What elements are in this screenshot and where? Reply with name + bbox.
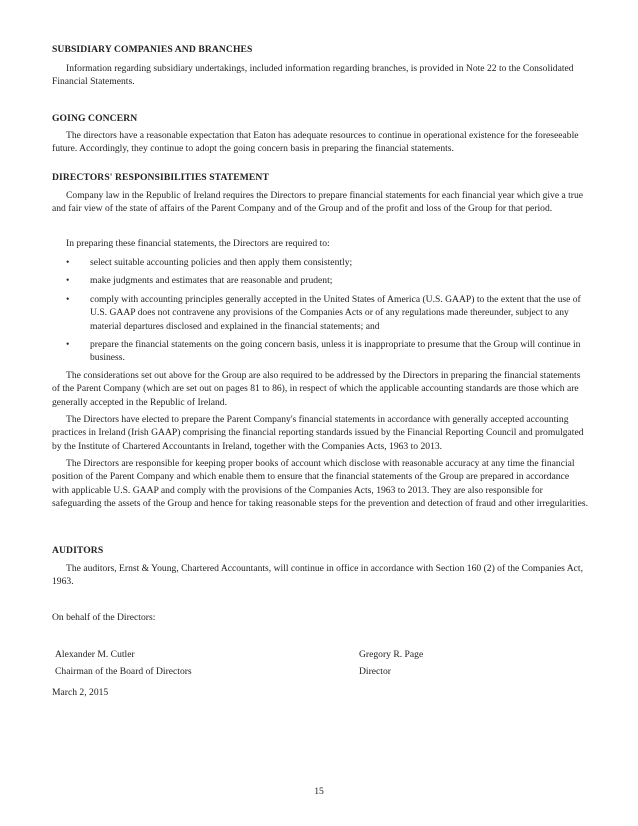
page-number: 15 (314, 786, 324, 797)
responsibilities-paragraph-1: Company law in the Republic of Ireland requires the Directors to prepare financial statements for each financial year which give a true and fair view of the state of affairs of the Parent Company and of the Group and of the profit and loss of the Group for that period. (52, 190, 584, 215)
bullet-text: prepare the financial statements on the going concern basis, unless it is inappropriate to presume that the Group will continue in business. (90, 339, 581, 364)
bullet-icon: • (66, 275, 70, 286)
going-concern-heading: GOING CONCERN (52, 113, 138, 124)
signoff-date: March 2, 2015 (52, 687, 109, 698)
signatory-left-title: Chairman of the Board of Directors (55, 666, 192, 677)
signoff-behalf: On behalf of the Directors: (52, 612, 156, 623)
bullet-text: select suitable accounting policies and then apply them consistently; (90, 257, 353, 268)
signatory-right-name: Gregory R. Page (359, 649, 424, 660)
responsibilities-paragraph-3: The considerations set out above for the Group are also required to be addressed by the Directors in preparing the financial statements of the Parent Company (which are set out on pages 81 to 86), in respect of which the applicable accounting standards are those which are generally accepted in the Republic of Ireland. (52, 370, 581, 408)
bullet-icon: • (66, 294, 70, 305)
bullet-icon: • (66, 339, 70, 350)
responsibilities-paragraph-5: The Directors are responsible for keeping proper books of account which disclose with reasonable accuracy at any time the financial position of the Parent Company and which enable them to ensure that the financial statements of the Group are prepared in accordance with applicable U.S. GAAP and comply with the provisions of the Companies Acts, 1963 to 2013. They are also responsible for safeguarding the assets of the Group and hence for taking reasonable steps for the prevention and detection of fraud and other irregularities. (52, 458, 588, 510)
bullet-text: make judgments and estimates that are reasonable and prudent; (90, 275, 333, 286)
responsibilities-paragraph-4: The Directors have elected to prepare the Parent Company's financial statements in accordance with generally accepted accounting practices in Ireland (Irish GAAP) comprising the financial reporting standards issued by the Financial Reporting Council and promulgated by the Institute of Chartered Accountants in Ireland, together with the Companies Acts, 1963 to 2013. (52, 414, 584, 452)
subsidiary-paragraph: Information regarding subsidiary undertakings, included information regarding branches, is provided in Note 22 to the Consolidated Financial Statements. (52, 63, 574, 88)
auditors-heading: AUDITORS (52, 545, 104, 556)
signatory-left-name: Alexander M. Cutler (55, 649, 135, 660)
responsibilities-paragraph-2: In preparing these financial statements, the Directors are required to: (66, 238, 330, 249)
responsibilities-heading: DIRECTORS' RESPONSIBILITIES STATEMENT (52, 172, 269, 183)
going-concern-paragraph: The directors have a reasonable expectation that Eaton has adequate resources to continue in operational existence for the foreseeable future. Accordingly, they continue to adopt the going concern basis in preparing the financial statements. (52, 130, 579, 155)
subsidiary-heading: SUBSIDIARY COMPANIES AND BRANCHES (52, 44, 253, 55)
bullet-icon: • (66, 257, 70, 268)
signatory-right-title: Director (359, 666, 391, 677)
bullet-text: comply with accounting principles generally accepted in the United States of America (U.S. GAAP) to the extent that the use of U.S. GAAP does not contravene any provisions of the Companies Acts or of any regulations made thereunder, subject to any material departures disclosed and explained in the financial statements; and (90, 294, 581, 332)
auditors-paragraph: The auditors, Ernst & Young, Chartered Accountants, will continue in office in accordance with Section 160 (2) of the Companies Act, 1963. (52, 563, 583, 588)
